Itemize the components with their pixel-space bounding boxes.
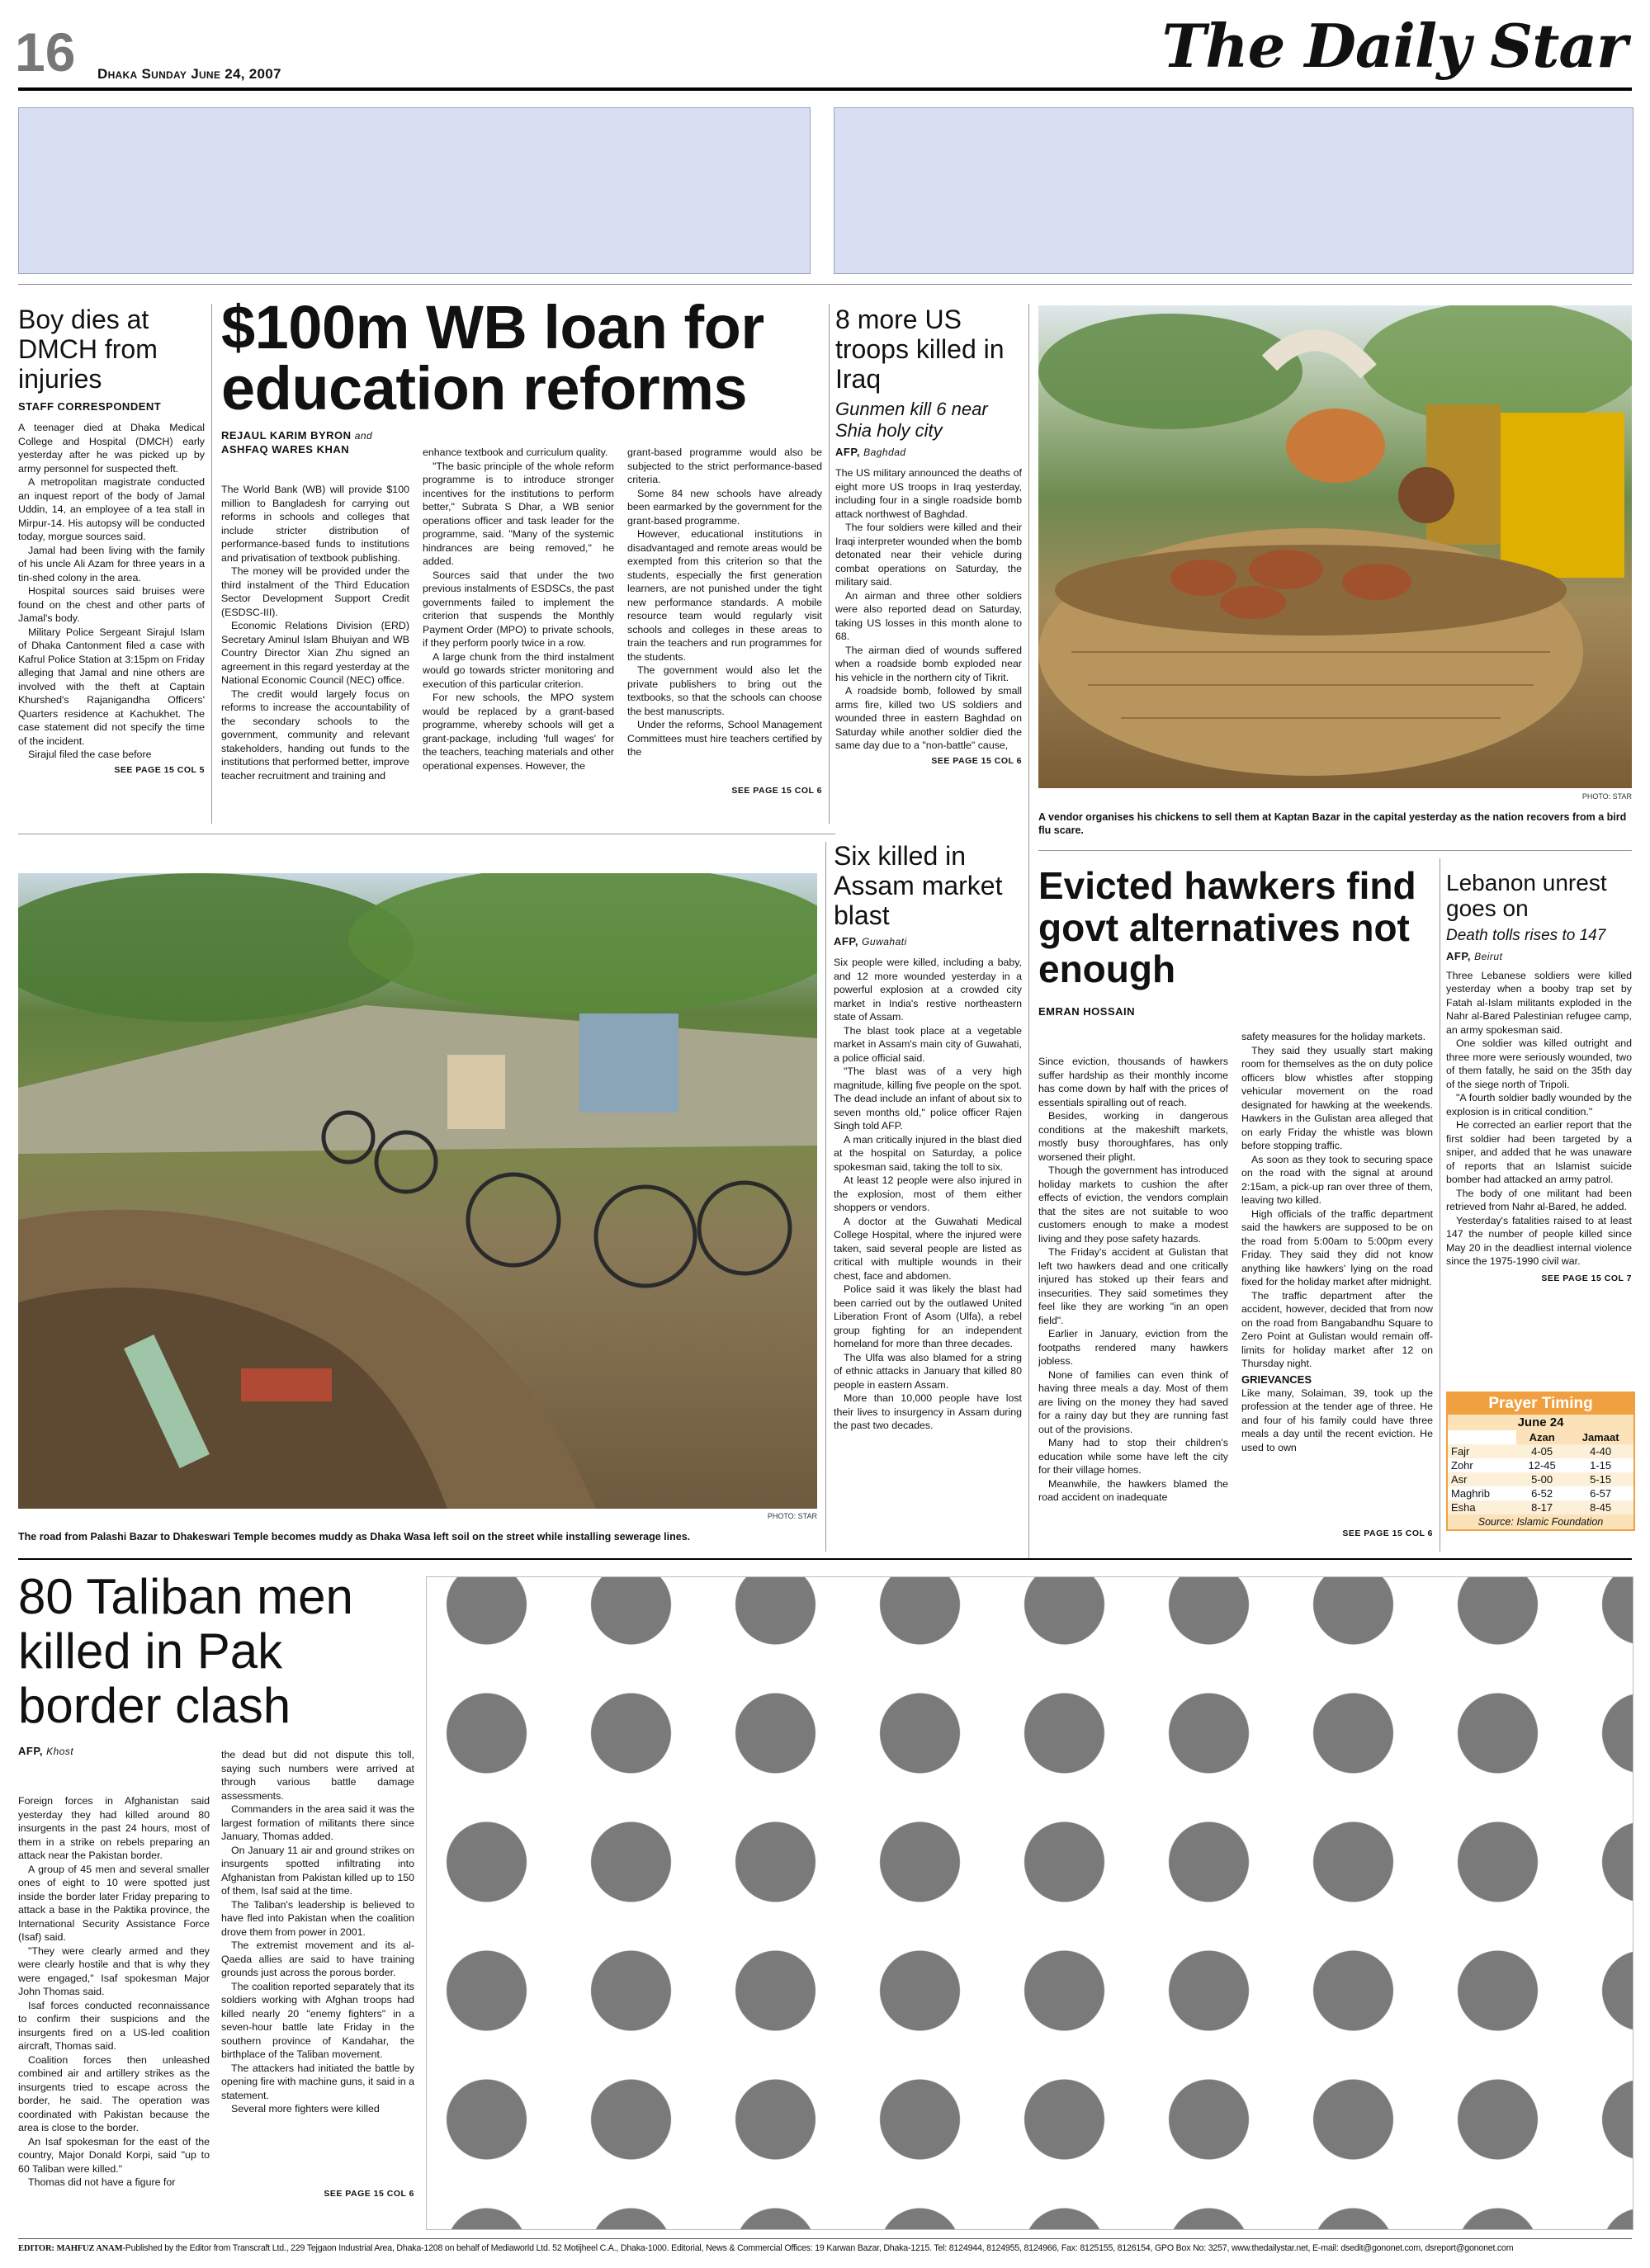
paragraph: High officials of the traffic department said the hawkers are supposed to be on the road from 5:00am to 5:00pm every Friday. They said they did not know anything like hawkers' lying on the road fixed for the holiday market after midnight. bbox=[1241, 1207, 1433, 1288]
paragraph: A group of 45 men and several smaller ones of eight to 10 were spotted just inside the border later Friday preparing to attack a base in the Paktika province, the International Security Assistance Force (Isaf) said. bbox=[18, 1863, 210, 1943]
footer-editor-name: MAHFUZ ANAM bbox=[56, 2244, 123, 2253]
headline-wb-loan: $100m WB loan for education reforms bbox=[221, 293, 764, 423]
paragraph: One soldier was killed outright and three more were seriously wounded, two of them fatally, he said on the 35th day of the siege north of Tripoli. bbox=[1446, 1037, 1632, 1090]
jump-link[interactable]: SEE PAGE 15 COL 6 bbox=[324, 2189, 414, 2199]
paragraph: The Friday's accident at Gulistan that left two hawkers dead and one critically injured has stoked up their fears and insecurities. They said sometimes they feel like they are working "in an open field". bbox=[1038, 1246, 1228, 1326]
byline-dateline: Baghdad bbox=[863, 447, 906, 459]
paragraph: A roadside bomb, followed by small arms fire, killed two US soldiers and wounded three in eastern Baghdad on Saturday while another soldier died the same day due to a "non-battle" cause, bbox=[835, 685, 1022, 752]
byline-agency: AFP bbox=[835, 446, 857, 459]
paragraph: The US military announced the deaths of eight more US troops in Iraq yesterday, including four in a single roadside bomb attack northwest of Baghdad. bbox=[835, 467, 1022, 520]
paragraph: A teenager died at Dhaka Medical College and Hospital (DMCH) early yesterday after he was picked up by army personnel for suspected theft. bbox=[18, 422, 205, 475]
prayer-azan: 5-00 bbox=[1531, 1473, 1553, 1486]
paragraph: The credit would largely focus on reforms to increase the accountability of the secondary schools to the government, community and relevant stakeholders, handing out funds to the institutions that performed better, improve teacher recruitment and training and bbox=[221, 687, 409, 782]
subhead-grievances: GRIEVANCES bbox=[1241, 1373, 1312, 1386]
paragraph: An airman and three other soldiers were also reported dead on Saturday, taking US losses in this month alone to 68. bbox=[835, 589, 1022, 643]
paragraph: However, educational institutions in disadvantaged and remote areas would be exempted from this criterion so that the students, especially the first generation learners, are not punished under the tight new performance standards. A mobile resource team would regularly visit schools and colleges in these areas to train the teachers and run programmes for the students. bbox=[627, 528, 822, 663]
byline-staff-correspondent: STAFF CORRESPONDENT bbox=[18, 400, 162, 413]
chicken-basket-illustration bbox=[1038, 305, 1632, 788]
byline-iraq: AFP, Baghdad bbox=[835, 446, 906, 459]
wb-column-3 bbox=[627, 446, 822, 792]
byline-agency: AFP bbox=[834, 935, 855, 948]
paragraph: The extremist movement and its al-Qaeda allies are said to have training grounds just across the porous border. bbox=[221, 1940, 414, 1978]
road-illustration bbox=[18, 873, 817, 1509]
photo-muddy-road bbox=[18, 873, 817, 1509]
paragraph: "The basic principle of the whole reform programme is to introduce stronger incentives for the institutions to perform better," Subrata S Dhar, a WB senior operations officer and task leader for the programme, said. "Many of the systemic hindrances are being removed," he added. bbox=[423, 460, 614, 567]
prayer-azan: 8-17 bbox=[1531, 1501, 1553, 1514]
story-body bbox=[18, 421, 205, 762]
headline-taliban: 80 Taliban men killed in Pak border clash bbox=[18, 1569, 353, 1733]
prayer-jamaat: 5-15 bbox=[1590, 1473, 1612, 1486]
photo-caption: A vendor organises his chickens to sell them at Kaptan Bazar in the capital yesterday as the nation recovers from a bird flu scare. bbox=[1038, 811, 1627, 837]
paragraph: Military Police Sergeant Sirajul Islam of Dhaka Cantonment filed a case with Kafrul Police Station at 3:15pm on Friday alleging that Jamal and nine others are involved with the theft at Captain Khurshed's Rajanigandha Officers' Quarters residence at Kachukhet. The case statement did not specify the time of the incident. bbox=[18, 626, 205, 747]
paragraph: The Ulfa was also blamed for a string of ethnic attacks in January that killed 80 people in eastern Assam. bbox=[834, 1351, 1022, 1391]
prayer-name: Zohr bbox=[1451, 1459, 1473, 1472]
story-taliban bbox=[18, 1570, 414, 1757]
prayer-jamaat: 4-40 bbox=[1590, 1445, 1612, 1458]
wb-column-1 bbox=[221, 483, 409, 813]
paragraph: enhance textbook and curriculum quality. bbox=[423, 447, 608, 458]
story-assam bbox=[834, 842, 1022, 1543]
prayer-jamaat: 1-15 bbox=[1590, 1459, 1612, 1472]
paragraph: Foreign forces in Afghanistan said yesterday they had killed around 80 insurgents in the past 24 hours, most of them in a strike on rebels preparing an attack near the Pakistan border. bbox=[18, 1795, 210, 1861]
column-divider bbox=[825, 842, 826, 1552]
paragraph: Under the reforms, School Management Committees must hire teachers certified by the bbox=[627, 719, 822, 758]
paragraph: None of families can even think of having three meals a day. Most of them are living on the money they had saved for a rainy day but they are running fast out of the provisions. bbox=[1038, 1368, 1228, 1435]
prayer-row bbox=[1448, 1472, 1633, 1486]
paragraph: Meanwhile, the hawkers blamed the road accident on inadequate bbox=[1038, 1477, 1228, 1503]
paragraph: They said they usually start making room for themselves as the on duty police officers blow whistles after stopping vehicular movement on the road designated for hawking at the weekends. Hawkers in the Gulistan area alleged that on early Friday the whistle was blown before stopping traffic. bbox=[1241, 1044, 1433, 1151]
prayer-row bbox=[1448, 1486, 1633, 1500]
taliban-column-2 bbox=[221, 1748, 414, 2185]
footer-imprint-text: -Published by the Editor from Transcraft Ltd., 229 Tejgaon Industrial Area, Dhaka-1208 on behalf of Mediaworld Ltd. 52 Motijheel C.A., Dhaka-1000. Editorial, News & Commercial Offices: 19 Karwan Bazar, Dhaka-1215. Tel: 8124944, 8124955, 8124966, Fax: 8125155, 8126154, GPO Box No: 3257, www.thedailystar.net, E-mail: dsedit@gononet.com, dsreport@gononet.com bbox=[122, 2243, 1514, 2253]
story-body bbox=[1446, 969, 1632, 1269]
headline-lebanon: Lebanon unrest goes on bbox=[1446, 870, 1607, 922]
photo-credit: PHOTO: STAR bbox=[1581, 792, 1632, 801]
masthead-logo: The Daily Star bbox=[1161, 11, 1627, 81]
section-rule-lower bbox=[18, 1558, 1632, 1560]
prayer-name: Esha bbox=[1451, 1501, 1476, 1514]
byline-author: ASHFAQ WARES KHAN bbox=[221, 442, 350, 456]
prayer-row bbox=[1448, 1500, 1633, 1514]
photo-caption: The road from Palashi Bazar to Dhakeswari Temple becomes muddy as Dhaka Wasa left soil on the street while installing sewerage lines. bbox=[18, 1531, 691, 1543]
paragraph: Sources said that under the two previous instalments of ESDSCs, the past governments failed to implement the criterion that suspends the Monthly Payment Order (MPO) to private schools, if they perform poorly twice in a row. bbox=[423, 569, 614, 649]
paragraph: More than 10,000 people have lost their lives to insurgency in Assam during the past two decades. bbox=[834, 1392, 1022, 1432]
story-lebanon bbox=[1446, 870, 1632, 1382]
paragraph: As soon as they took to securing space on the road with the signal at around 2:15am, a pick-up ran over three of them, leaving two killed. bbox=[1241, 1153, 1433, 1206]
paragraph: grant-based programme would also be subjected to the strict performance-based criteria. bbox=[627, 447, 822, 485]
paragraph: At least 12 people were also injured in the explosion, most of them either shoppers or vendors. bbox=[834, 1174, 1022, 1214]
paragraph: The World Bank (WB) will provide $100 million to Bangladesh for carrying out reforms in schools and colleges that include stricter distribution of performance-based funds to institutions and privatisation of textbook publishing. bbox=[221, 484, 409, 564]
prayer-name: Fajr bbox=[1451, 1445, 1470, 1458]
taliban-column-1 bbox=[18, 1794, 210, 2215]
deck-iraq: Gunmen kill 6 near Shia holy city bbox=[835, 399, 988, 441]
paragraph: Several more fighters were killed bbox=[231, 2103, 380, 2114]
byline-hawkers: EMRAN HOSSAIN bbox=[1038, 1004, 1136, 1018]
jump-link[interactable]: SEE PAGE 15 COL 7 bbox=[1541, 1273, 1632, 1283]
jump-link[interactable]: SEE PAGE 15 COL 6 bbox=[931, 755, 1022, 766]
prayer-name: Asr bbox=[1451, 1473, 1468, 1486]
paragraph: Isaf forces conducted reconnaissance to confirm their suspicions and the insurgents fired on a US-led coalition aircraft, Thomas said. bbox=[18, 1999, 210, 2052]
paragraph: A doctor at the Guwahati Medical College Hospital, where the injured were taken, said several people are listed as critical with multiple wounds in their chest, face and abdomen. bbox=[834, 1215, 1022, 1282]
prayer-jamaat: 6-57 bbox=[1590, 1487, 1612, 1500]
masthead-rule bbox=[18, 87, 1632, 91]
prayer-date: June 24 bbox=[1448, 1415, 1633, 1430]
advertisement-dot-pattern bbox=[426, 1576, 1633, 2230]
photo-credit: PHOTO: STAR bbox=[767, 1512, 817, 1520]
paragraph: "They were clearly armed and they were clearly hostile and that is why they were engaged," Isaf spokesman Major John Thomas said. bbox=[18, 1944, 210, 1997]
prayer-row bbox=[1448, 1458, 1633, 1472]
column-divider bbox=[1028, 304, 1029, 1558]
footer-rule bbox=[18, 2238, 1632, 2239]
paragraph: A large chunk from the third instalment would go towards stricter monitoring and execution of this particular criterion. bbox=[423, 650, 614, 690]
byline-assam: AFP, Guwahati bbox=[834, 935, 907, 948]
footer-editor-label: EDITOR: bbox=[18, 2244, 54, 2253]
paragraph: Many had to stop their children's education while some have left the city for their village homes. bbox=[1038, 1437, 1228, 1476]
jump-link[interactable]: SEE PAGE 15 COL 5 bbox=[114, 764, 205, 775]
paragraph: The government would also let the private publishers to bring out the textbooks, so that the schools can choose the best manuscripts. bbox=[627, 664, 822, 717]
paragraph: Six people were killed, including a baby, and 12 more wounded yesterday in a powerful explosion at a crowded city market in India's restive northeastern state of Assam. bbox=[834, 957, 1022, 1023]
byline-author: REJAUL KARIM BYRON bbox=[221, 429, 352, 442]
paragraph: The attackers had initiated the battle by opening fire with machine guns, it said in a statement. bbox=[221, 2062, 414, 2101]
paragraph: For new schools, the MPO system would be replaced by a grant-based programme, whereby schools will get a grant-package, including 'full wages' for the teachers, teaching materials and other operational expenses. However, the bbox=[423, 692, 614, 772]
byline-agency: AFP bbox=[18, 1745, 40, 1757]
footer-imprint bbox=[18, 2243, 1632, 2253]
prayer-name: Maghrib bbox=[1451, 1487, 1490, 1500]
story-body bbox=[835, 466, 1022, 753]
advertisement-left bbox=[18, 107, 811, 274]
paragraph: The traffic department after the accident, however, decided that from now on the road from Bangabandhu Square to Zero Point at Gulistan would remain off-limits for holiday market after 12 on Thursday night. bbox=[1241, 1289, 1433, 1369]
prayer-title: Prayer Timing bbox=[1448, 1393, 1633, 1415]
hawkers-column-2 bbox=[1241, 1030, 1433, 1525]
paragraph: The body of one militant had been retrieved from Nahr al-Bared, he added. bbox=[1446, 1187, 1632, 1213]
paragraph: The airman died of wounds suffered when a roadside bomb exploded near his vehicle in the northern city of Tikrit. bbox=[835, 644, 1022, 683]
paragraph: A man critically injured in the blast died at the hospital on Saturday, a police spokesman said, taking the toll to six. bbox=[834, 1133, 1022, 1173]
photo-chicken-vendor bbox=[1038, 305, 1632, 788]
headline-hawkers: Evicted hawkers find govt alternatives not enough bbox=[1038, 864, 1416, 991]
paragraph: A metropolitan magistrate conducted an inquest report of the body of Jamal Uddin, 14, an employee of a tea stall in Mirpur-14. His autopsy will be conducted today, morgue sources said. bbox=[18, 476, 205, 543]
paragraph: Jamal had been living with the family of his uncle Ali Azam for three years in a tin-shed colony in the area. bbox=[18, 544, 205, 584]
paragraph: Commanders in the area said it was the largest formation of militants there since January, Thomas added. bbox=[221, 1803, 414, 1842]
prayer-azan: 12-45 bbox=[1528, 1459, 1556, 1472]
paragraph: Thomas did not have a figure for bbox=[28, 2176, 176, 2188]
wb-column-2 bbox=[423, 446, 614, 813]
paragraph: The coalition reported separately that its soldiers working with Afghan troops had killed nearly 20 "enemy fighters" in a seven-hour battle late Friday in the southern province of Kandahar, the birthplace of the Taliban movement. bbox=[221, 1980, 414, 2060]
paragraph: Yesterday's fatalities raised to at least 147 the number of people killed since May 20 in the deadliest internal violence since the 1975-1990 civil war. bbox=[1446, 1214, 1632, 1268]
byline-dateline: Guwahati bbox=[862, 936, 907, 948]
paragraph: On January 11 air and ground strikes on insurgents spotted infiltrating into Afghanistan from Pakistan killed up to 150 of them, Isaf said at the time. bbox=[221, 1844, 414, 1897]
jump-link[interactable]: SEE PAGE 15 COL 6 bbox=[731, 786, 822, 796]
paragraph: The money will be provided under the third instalment of the Third Education Sector Development Support Credit (ESDSC-III). bbox=[221, 565, 409, 618]
story-hawkers bbox=[1038, 865, 1435, 1018]
byline-dateline: Beirut bbox=[1474, 950, 1503, 962]
prayer-header-jamaat: Jamaat bbox=[1567, 1430, 1633, 1444]
section-rule-top bbox=[18, 284, 1632, 285]
prayer-jamaat: 8-45 bbox=[1590, 1501, 1612, 1514]
column-divider bbox=[829, 304, 830, 824]
paragraph: The blast took place at a vegetable market in Assam's main city of Guwahati, a police official said. bbox=[834, 1024, 1022, 1064]
deck-lebanon: Death tolls rises to 147 bbox=[1446, 926, 1606, 944]
paragraph: Like many, Solaiman, 39, took up the profession at the tender age of three. He and four of his family could have three meals a day until the recent eviction. He used to own bbox=[1241, 1387, 1433, 1453]
byline-lebanon: AFP, Beirut bbox=[1446, 949, 1503, 962]
paragraph: Besides, working in dangerous conditions at the makeshift markets, mostly busy thoroughfares, has only worsened their plight. bbox=[1038, 1110, 1228, 1163]
headline-iraq: 8 more US troops killed in Iraq bbox=[835, 305, 1005, 394]
paragraph: The four soldiers were killed and their Iraqi interpreter wounded when the bomb detonated near their vehicle during combat operations on Saturday, the military said. bbox=[835, 522, 1022, 588]
story-boy-dies bbox=[18, 305, 205, 825]
headline-assam: Six killed in Assam market blast bbox=[834, 842, 1003, 930]
paragraph: Though the government has introduced holiday markets to cushion the after effects of eviction, the vendors complain that the sites are not suitable to woo customers enough to make a modest living and they pose safety hazards. bbox=[1038, 1165, 1228, 1245]
prayer-header-row bbox=[1448, 1430, 1633, 1444]
byline-wb bbox=[221, 429, 411, 457]
paragraph: the dead but did not dispute this toll, saying such numbers were arrived at through various battle damage assessments. bbox=[221, 1749, 414, 1802]
byline-taliban: AFP, Khost bbox=[18, 1745, 74, 1757]
paragraph: The Taliban's leadership is believed to have fled into Pakistan when the coalition drove them from power in 2001. bbox=[221, 1898, 414, 1938]
paragraph: An Isaf spokesman for the east of the country, Major Donald Korpi, said "up to 60 Taliban were killed." bbox=[18, 2135, 210, 2175]
byline-agency: AFP bbox=[1446, 949, 1468, 962]
paragraph: Economic Relations Division (ERD) Secretary Aminul Islam Bhuiyan and WB Country Director Xian Zhu signed an agreement in this regard yesterday at the National Economic Council (NEC) office. bbox=[221, 620, 409, 686]
byline-and: and bbox=[354, 430, 373, 442]
headline-boy-dies: Boy dies at DMCH from injuries bbox=[18, 305, 158, 394]
paragraph: "The blast was of a very high magnitude, killing five people on the spot. The dead include an infant of about six to seven months old," police officer Rajen Singh told AFP. bbox=[834, 1065, 1022, 1132]
dateline: Dhaka Sunday June 24, 2007 bbox=[97, 66, 281, 82]
paragraph: "A fourth soldier badly wounded by the explosion is in critical condition." bbox=[1446, 1092, 1632, 1117]
prayer-source: Source: Islamic Foundation bbox=[1448, 1514, 1633, 1529]
prayer-timing-box bbox=[1446, 1392, 1635, 1531]
column-divider bbox=[211, 304, 212, 824]
byline-dateline: Khost bbox=[46, 1746, 74, 1757]
hawkers-column-1 bbox=[1038, 1055, 1228, 1542]
paragraph: Since eviction, thousands of hawkers suffer hardship as their monthly income has come down by half with the prices of essentials spiralling out of reach. bbox=[1038, 1056, 1228, 1108]
paragraph: Hospital sources said bruises were found on the chest and other parts of Jamal's body. bbox=[18, 585, 205, 625]
paragraph: Some 84 new schools have already been earmarked by the government for the grant-based programme. bbox=[627, 487, 822, 527]
section-rule-middle-right bbox=[1038, 850, 1632, 851]
story-body bbox=[834, 956, 1022, 1433]
prayer-header-blank bbox=[1448, 1430, 1516, 1444]
paragraph: safety measures for the holiday markets. bbox=[1241, 1031, 1426, 1042]
paragraph: Three Lebanese soldiers were killed yesterday when a booby trap set by Fatah al-Islam militants exploded in the Nahr al-Bared Palestinian refugee camp, an army spokesman said. bbox=[1446, 969, 1632, 1036]
prayer-row bbox=[1448, 1444, 1633, 1458]
prayer-azan: 6-52 bbox=[1531, 1487, 1553, 1500]
paragraph: Coalition forces then unleashed combined air and artillery strikes as the insurgents tried to escape across the border, he said. The operation was coordinated with Pakistan because the area is close to the border. bbox=[18, 2053, 210, 2133]
prayer-table bbox=[1448, 1430, 1633, 1514]
page-number: 16 bbox=[15, 21, 76, 83]
prayer-azan: 4-05 bbox=[1531, 1445, 1553, 1458]
prayer-header-azan: Azan bbox=[1516, 1430, 1567, 1444]
paragraph: He corrected an earlier report that the first soldier had been targeted by a sniper, and added that he was unaware of reports that an Islamist suicide bomber had attacked an army patrol. bbox=[1446, 1119, 1632, 1186]
jump-link[interactable]: SEE PAGE 15 COL 6 bbox=[1342, 1529, 1433, 1538]
paragraph: Sirajul filed the case before bbox=[28, 749, 152, 761]
story-iraq bbox=[835, 305, 1022, 821]
paragraph: Earlier in January, eviction from the footpaths rendered many hawkers jobless. bbox=[1038, 1328, 1228, 1367]
paragraph: Police said it was likely the blast had been carried out by the outlawed United Liberation Front of Asom (Ulfa), a rebel group fighting for an independent homeland for more than three decades. bbox=[834, 1283, 1022, 1350]
advertisement-right bbox=[834, 107, 1633, 274]
